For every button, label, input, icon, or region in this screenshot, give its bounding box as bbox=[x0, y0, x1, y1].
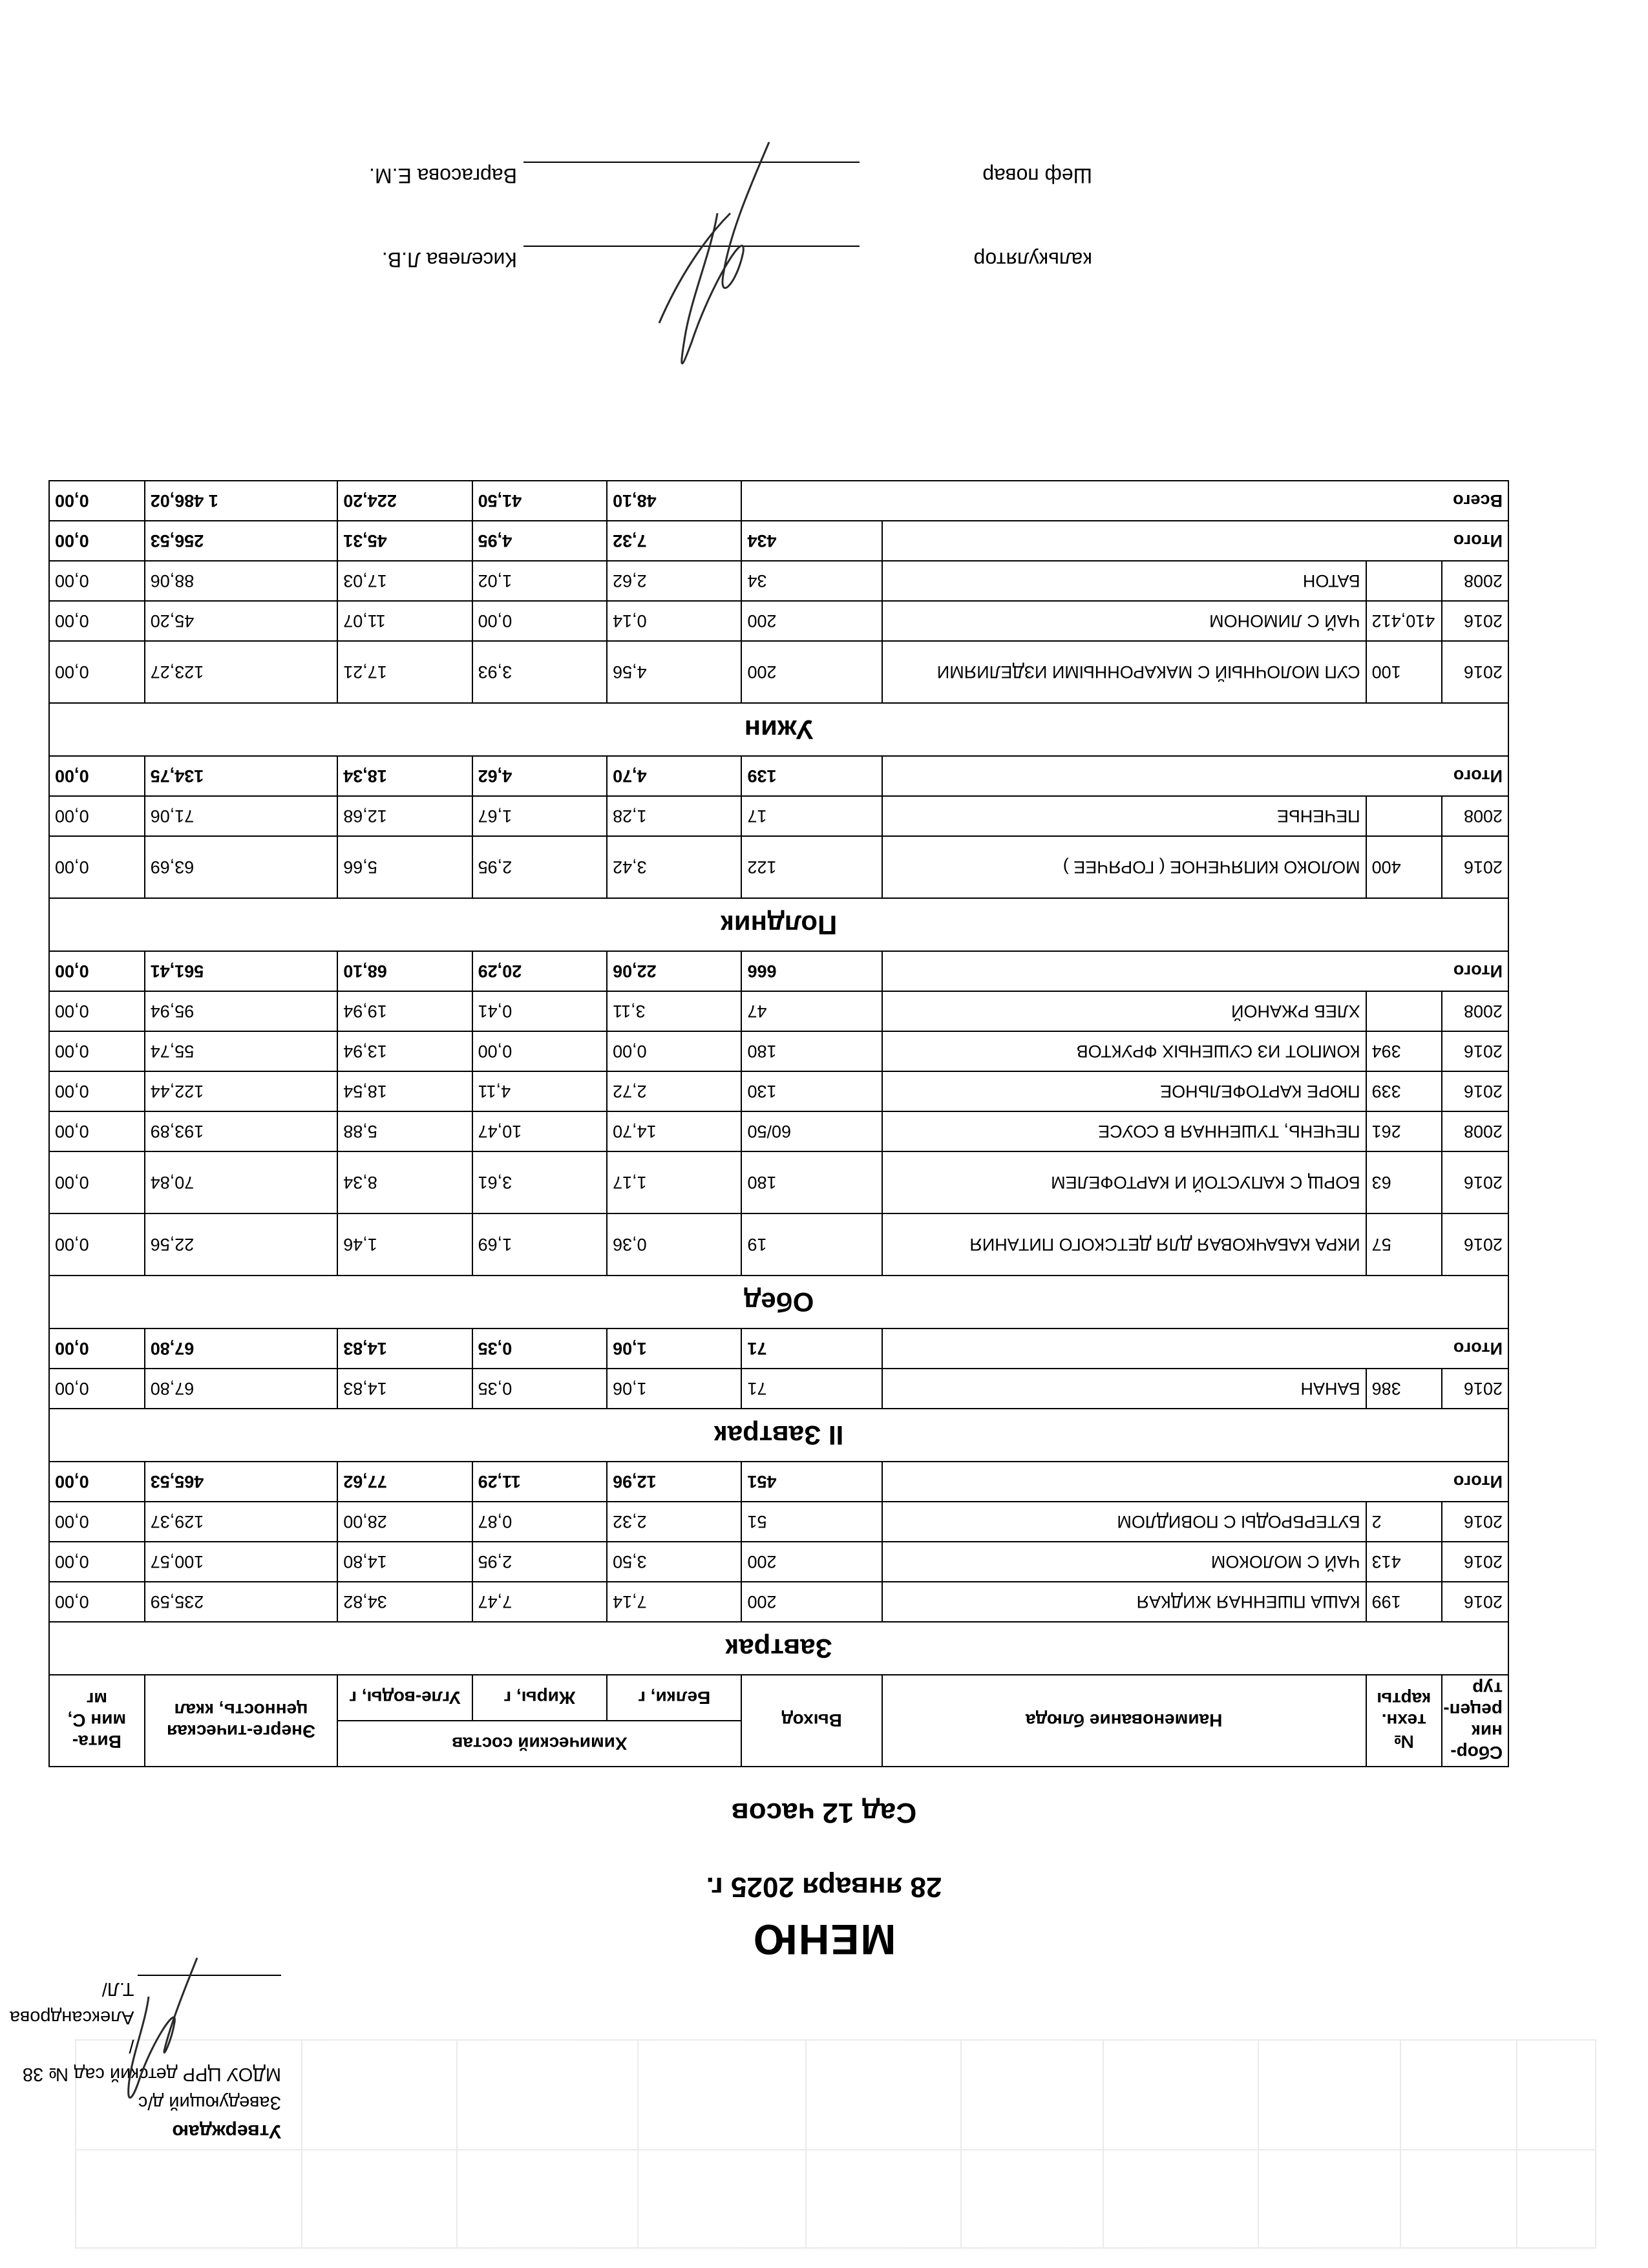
cell-protein: 1,06 bbox=[607, 1328, 741, 1369]
table-row bbox=[49, 1071, 1508, 1111]
cell-vitamin-c: 0,00 bbox=[49, 991, 145, 1031]
cell-carb: 14,83 bbox=[337, 1328, 472, 1369]
cell-vitamin-c: 0,00 bbox=[49, 1582, 145, 1622]
cell-energy: 465,53 bbox=[145, 1462, 338, 1502]
menu-group: Сад 12 часов bbox=[731, 1797, 917, 1829]
table-row bbox=[49, 1582, 1508, 1622]
meal-heading-row bbox=[49, 1409, 1508, 1462]
total-label: Итого bbox=[882, 521, 1508, 561]
table-row bbox=[49, 641, 1508, 703]
cell-collection: 2016 bbox=[1442, 641, 1508, 703]
cell-fat: 1,69 bbox=[472, 1213, 607, 1276]
cell-carb: 8,34 bbox=[337, 1151, 472, 1213]
cell-collection: 2008 bbox=[1442, 561, 1508, 601]
cell-energy: 95,94 bbox=[145, 991, 338, 1031]
menu-table bbox=[48, 480, 1509, 1767]
cell-yield: 200 bbox=[741, 601, 882, 641]
approval-handwritten-signature bbox=[81, 1951, 210, 2119]
meal-heading-row bbox=[49, 1622, 1508, 1675]
cell-collection: 2016 bbox=[1442, 1071, 1508, 1111]
cell-collection: 2016 bbox=[1442, 1542, 1508, 1582]
cell-card bbox=[1366, 991, 1442, 1031]
cell-yield: 200 bbox=[741, 1582, 882, 1622]
cell-carb: 34,82 bbox=[337, 1582, 472, 1622]
cell-vitamin-c: 0,00 bbox=[49, 1369, 145, 1409]
table-row bbox=[49, 1111, 1508, 1151]
grand-total-label: Всего bbox=[741, 481, 1508, 521]
cell-collection: 2016 bbox=[1442, 836, 1508, 898]
cell-yield: 200 bbox=[741, 641, 882, 703]
cell-protein: 7,14 bbox=[607, 1582, 741, 1622]
table-row bbox=[49, 1151, 1508, 1213]
meal-name: Полдник bbox=[49, 898, 1508, 951]
cell-energy: 1 486,02 bbox=[145, 481, 338, 521]
cell-card: 400 bbox=[1366, 836, 1442, 898]
cell-carb: 68,10 bbox=[337, 951, 472, 991]
approval-organization: МДОУ ЦРР детский сад № 38 bbox=[22, 2064, 281, 2084]
cell-dish: КАША ПШЕННАЯ ЖИДКАЯ bbox=[882, 1582, 1366, 1622]
cell-collection: 2016 bbox=[1442, 601, 1508, 641]
cell-vitamin-c: 0,00 bbox=[49, 521, 145, 561]
cell-energy: 129,37 bbox=[145, 1502, 338, 1542]
cell-dish: ПЮРЕ КАРТОФЕЛЬНОЕ bbox=[882, 1071, 1366, 1111]
cell-energy: 22,56 bbox=[145, 1213, 338, 1276]
cell-vitamin-c: 0,00 bbox=[49, 1502, 145, 1542]
approval-name: /Александрова Т.Л/ bbox=[10, 1979, 134, 2056]
cell-fat: 3,61 bbox=[472, 1151, 607, 1213]
table-row bbox=[49, 1502, 1508, 1542]
cell-energy: 193,89 bbox=[145, 1111, 338, 1151]
cell-yield: 434 bbox=[741, 521, 882, 561]
cell-protein: 1,28 bbox=[607, 796, 741, 836]
cell-carb: 28,00 bbox=[337, 1502, 472, 1542]
cell-fat: 1,67 bbox=[472, 796, 607, 836]
cell-protein: 3,42 bbox=[607, 836, 741, 898]
cell-yield: 71 bbox=[741, 1328, 882, 1369]
total-label: Итого bbox=[882, 756, 1508, 796]
col-chemical-composition: Химический состав bbox=[337, 1721, 741, 1767]
cell-collection: 2016 bbox=[1442, 1502, 1508, 1542]
approval-position: Заведующий д/с bbox=[138, 2092, 281, 2113]
cell-dish: ХЛЕБ РЖАНОЙ bbox=[882, 991, 1366, 1031]
cell-yield: 17 bbox=[741, 796, 882, 836]
meal-name: Ужин bbox=[49, 703, 1508, 756]
meal-name: Обед bbox=[49, 1276, 1508, 1328]
bleed-through-table bbox=[75, 2039, 1596, 2249]
cell-vitamin-c: 0,00 bbox=[49, 836, 145, 898]
cell-fat: 0,00 bbox=[472, 1031, 607, 1071]
cell-energy: 55,74 bbox=[145, 1031, 338, 1071]
cell-fat: 4,11 bbox=[472, 1071, 607, 1111]
cell-yield: 180 bbox=[741, 1151, 882, 1213]
cell-protein: 12,96 bbox=[607, 1462, 741, 1502]
cell-carb: 18,34 bbox=[337, 756, 472, 796]
cell-card: 394 bbox=[1366, 1031, 1442, 1071]
cell-card: 413 bbox=[1366, 1542, 1442, 1582]
cell-yield: 180 bbox=[741, 1031, 882, 1071]
cell-energy: 67,80 bbox=[145, 1328, 338, 1369]
handwritten-signature bbox=[640, 136, 808, 381]
cell-energy: 70,84 bbox=[145, 1151, 338, 1213]
cell-dish: ЧАЙ С МОЛОКОМ bbox=[882, 1542, 1366, 1582]
cell-energy: 256,53 bbox=[145, 521, 338, 561]
cell-vitamin-c: 0,00 bbox=[49, 951, 145, 991]
cell-fat: 4,95 bbox=[472, 521, 607, 561]
cell-dish: ПЕЧЕНЬ, ТУШЕННАЯ В СОУСЕ bbox=[882, 1111, 1366, 1151]
cell-collection: 2016 bbox=[1442, 1031, 1508, 1071]
cell-fat: 2,95 bbox=[472, 1542, 607, 1582]
meal-heading-row bbox=[49, 898, 1508, 951]
cell-fat: 1,02 bbox=[472, 561, 607, 601]
cell-yield: 34 bbox=[741, 561, 882, 601]
table-row bbox=[49, 1213, 1508, 1276]
cell-energy: 63,69 bbox=[145, 836, 338, 898]
signature-name: Киселева Л.В. bbox=[381, 248, 517, 271]
cell-energy: 122,44 bbox=[145, 1071, 338, 1111]
cell-card: 100 bbox=[1366, 641, 1442, 703]
cell-protein: 48,10 bbox=[607, 481, 741, 521]
total-row bbox=[49, 1462, 1508, 1502]
cell-collection: 2016 bbox=[1442, 1369, 1508, 1409]
cell-energy: 71,06 bbox=[145, 796, 338, 836]
meal-heading-row bbox=[49, 1276, 1508, 1328]
meal-name: Завтрак bbox=[49, 1622, 1508, 1675]
cell-dish: ИКРА КАБАЧКОВАЯ ДЛЯ ДЕТСКОГО ПИТАНИЯ bbox=[882, 1213, 1366, 1276]
cell-carb: 5,66 bbox=[337, 836, 472, 898]
cell-fat: 4,62 bbox=[472, 756, 607, 796]
cell-carb: 5,88 bbox=[337, 1111, 472, 1151]
cell-fat: 0,35 bbox=[472, 1328, 607, 1369]
cell-card: 261 bbox=[1366, 1111, 1442, 1151]
cell-yield: 666 bbox=[741, 951, 882, 991]
signature-role: калькулятор bbox=[973, 248, 1092, 271]
cell-carb: 77,62 bbox=[337, 1462, 472, 1502]
signatures-block bbox=[162, 65, 1454, 297]
cell-collection: 2016 bbox=[1442, 1582, 1508, 1622]
cell-protein: 0,14 bbox=[607, 601, 741, 641]
cell-dish: СУП МОЛОЧНЫЙ С МАКАРОННЫМИ ИЗДЕЛИЯМИ bbox=[882, 641, 1366, 703]
cell-energy: 134,75 bbox=[145, 756, 338, 796]
col-carb: Угле-воды, г bbox=[337, 1675, 472, 1721]
cell-fat: 11,29 bbox=[472, 1462, 607, 1502]
cell-protein: 4,56 bbox=[607, 641, 741, 703]
approval-block bbox=[10, 1975, 281, 2145]
col-vitamin-c: Вита-мин С, мг bbox=[49, 1675, 145, 1767]
cell-protein: 0,00 bbox=[607, 1031, 741, 1071]
col-card: № техн. карты bbox=[1366, 1675, 1442, 1767]
cell-dish: БОРЩ С КАПУСТОЙ И КАРТОФЕЛЕМ bbox=[882, 1151, 1366, 1213]
cell-card bbox=[1366, 796, 1442, 836]
cell-protein: 4,70 bbox=[607, 756, 741, 796]
cell-vitamin-c: 0,00 bbox=[49, 641, 145, 703]
cell-protein: 2,72 bbox=[607, 1071, 741, 1111]
cell-collection: 2008 bbox=[1442, 1111, 1508, 1151]
table-row bbox=[49, 1031, 1508, 1071]
cell-carb: 14,83 bbox=[337, 1369, 472, 1409]
cell-vitamin-c: 0,00 bbox=[49, 1328, 145, 1369]
cell-yield: 19 bbox=[741, 1213, 882, 1276]
cell-dish: МОЛОКО КИПЯЧЕНОЕ ( ГОРЯЧЕЕ ) bbox=[882, 836, 1366, 898]
cell-energy: 67,80 bbox=[145, 1369, 338, 1409]
col-collection: Сбор-ник рецеп-тур bbox=[1442, 1675, 1508, 1767]
cell-card: 410,412 bbox=[1366, 601, 1442, 641]
cell-card: 199 bbox=[1366, 1582, 1442, 1622]
total-row bbox=[49, 1328, 1508, 1369]
grand-total-row bbox=[49, 481, 1508, 521]
cell-fat: 10,47 bbox=[472, 1111, 607, 1151]
cell-fat: 41,50 bbox=[472, 481, 607, 521]
cell-fat: 0,87 bbox=[472, 1502, 607, 1542]
cell-fat: 7,47 bbox=[472, 1582, 607, 1622]
table-row bbox=[49, 796, 1508, 836]
table-row bbox=[49, 1369, 1508, 1409]
cell-protein: 7,32 bbox=[607, 521, 741, 561]
cell-collection: 2016 bbox=[1442, 1151, 1508, 1213]
cell-carb: 14,80 bbox=[337, 1542, 472, 1582]
cell-carb: 45,31 bbox=[337, 521, 472, 561]
total-label: Итого bbox=[882, 1462, 1508, 1502]
cell-protein: 2,32 bbox=[607, 1502, 741, 1542]
table-row bbox=[49, 1542, 1508, 1582]
cell-dish: БАНАН bbox=[882, 1369, 1366, 1409]
cell-yield: 51 bbox=[741, 1502, 882, 1542]
cell-collection: 2008 bbox=[1442, 796, 1508, 836]
cell-card: 57 bbox=[1366, 1213, 1442, 1276]
cell-vitamin-c: 0,00 bbox=[49, 1213, 145, 1276]
cell-dish: ЧАЙ С ЛИМОНОМ bbox=[882, 601, 1366, 641]
total-label: Итого bbox=[882, 1328, 1508, 1369]
meal-heading-row bbox=[49, 703, 1508, 756]
cell-dish: ПЕЧЕНЬЕ bbox=[882, 796, 1366, 836]
cell-protein: 3,11 bbox=[607, 991, 741, 1031]
cell-collection: 2008 bbox=[1442, 991, 1508, 1031]
cell-card: 2 bbox=[1366, 1502, 1442, 1542]
cell-protein: 2,62 bbox=[607, 561, 741, 601]
cell-protein: 14,70 bbox=[607, 1111, 741, 1151]
cell-yield: 200 bbox=[741, 1542, 882, 1582]
col-fat: Жиры, г bbox=[472, 1675, 607, 1721]
total-row bbox=[49, 951, 1508, 991]
table-row bbox=[49, 601, 1508, 641]
table-header-row bbox=[49, 1721, 1508, 1767]
cell-vitamin-c: 0,00 bbox=[49, 1111, 145, 1151]
cell-protein: 1,17 bbox=[607, 1151, 741, 1213]
cell-card bbox=[1366, 561, 1442, 601]
cell-protein: 3,50 bbox=[607, 1542, 741, 1582]
page-title: МЕНЮ bbox=[752, 1916, 896, 1964]
cell-yield: 139 bbox=[741, 756, 882, 796]
cell-card: 339 bbox=[1366, 1071, 1442, 1111]
cell-vitamin-c: 0,00 bbox=[49, 481, 145, 521]
cell-vitamin-c: 0,00 bbox=[49, 1151, 145, 1213]
cell-yield: 122 bbox=[741, 836, 882, 898]
cell-carb: 11,07 bbox=[337, 601, 472, 641]
cell-carb: 17,21 bbox=[337, 641, 472, 703]
cell-fat: 0,35 bbox=[472, 1369, 607, 1409]
cell-vitamin-c: 0,00 bbox=[49, 561, 145, 601]
table-row bbox=[49, 836, 1508, 898]
cell-energy: 235,59 bbox=[145, 1582, 338, 1622]
cell-dish: БУТЕРБРОДЫ С ПОВИДЛОМ bbox=[882, 1502, 1366, 1542]
cell-protein: 1,06 bbox=[607, 1369, 741, 1409]
col-dish: Наименование блюда bbox=[882, 1675, 1366, 1767]
cell-yield: 130 bbox=[741, 1071, 882, 1111]
menu-date: 28 января 2025 г. bbox=[706, 1871, 942, 1903]
cell-fat: 0,00 bbox=[472, 601, 607, 641]
cell-vitamin-c: 0,00 bbox=[49, 1071, 145, 1111]
total-row bbox=[49, 521, 1508, 561]
cell-collection: 2016 bbox=[1442, 1213, 1508, 1276]
cell-carb: 224,20 bbox=[337, 481, 472, 521]
col-protein: Белки, г bbox=[607, 1675, 741, 1721]
cell-energy: 100,57 bbox=[145, 1542, 338, 1582]
cell-carb: 17,03 bbox=[337, 561, 472, 601]
cell-dish: КОМПОТ ИЗ СУШЕНЫХ ФРУКТОВ bbox=[882, 1031, 1366, 1071]
col-energy: Энерге-тическая ценность, ккал bbox=[145, 1675, 338, 1767]
cell-vitamin-c: 0,00 bbox=[49, 1462, 145, 1502]
table-row bbox=[49, 561, 1508, 601]
cell-protein: 0,36 bbox=[607, 1213, 741, 1276]
cell-dish: БАТОН bbox=[882, 561, 1366, 601]
meal-name: II Завтрак bbox=[49, 1409, 1508, 1462]
cell-carb: 13,94 bbox=[337, 1031, 472, 1071]
cell-carb: 1,46 bbox=[337, 1213, 472, 1276]
cell-carb: 19,94 bbox=[337, 991, 472, 1031]
cell-vitamin-c: 0,00 bbox=[49, 1031, 145, 1071]
cell-fat: 3,93 bbox=[472, 641, 607, 703]
cell-energy: 123,27 bbox=[145, 641, 338, 703]
approval-title: Утверждаю bbox=[172, 2121, 281, 2142]
cell-card: 386 bbox=[1366, 1369, 1442, 1409]
cell-card: 63 bbox=[1366, 1151, 1442, 1213]
col-yield: Выход bbox=[741, 1675, 882, 1767]
cell-yield: 47 bbox=[741, 991, 882, 1031]
total-row bbox=[49, 756, 1508, 796]
cell-energy: 45,20 bbox=[145, 601, 338, 641]
cell-vitamin-c: 0,00 bbox=[49, 796, 145, 836]
total-label: Итого bbox=[882, 951, 1508, 991]
cell-vitamin-c: 0,00 bbox=[49, 601, 145, 641]
cell-protein: 22,06 bbox=[607, 951, 741, 991]
cell-fat: 0,41 bbox=[472, 991, 607, 1031]
signature-name: Варгасова Е.М. bbox=[369, 164, 517, 187]
cell-carb: 18,54 bbox=[337, 1071, 472, 1111]
cell-vitamin-c: 0,00 bbox=[49, 1542, 145, 1582]
cell-yield: 451 bbox=[741, 1462, 882, 1502]
cell-carb: 12,68 bbox=[337, 796, 472, 836]
cell-yield: 71 bbox=[741, 1369, 882, 1409]
cell-vitamin-c: 0,00 bbox=[49, 756, 145, 796]
table-row bbox=[49, 991, 1508, 1031]
cell-fat: 2,95 bbox=[472, 836, 607, 898]
menu-body bbox=[49, 481, 1508, 1675]
cell-yield: 60/50 bbox=[741, 1111, 882, 1151]
cell-energy: 561,41 bbox=[145, 951, 338, 991]
cell-energy: 88,06 bbox=[145, 561, 338, 601]
signature-role: Шеф повар bbox=[982, 164, 1092, 187]
cell-fat: 20,29 bbox=[472, 951, 607, 991]
